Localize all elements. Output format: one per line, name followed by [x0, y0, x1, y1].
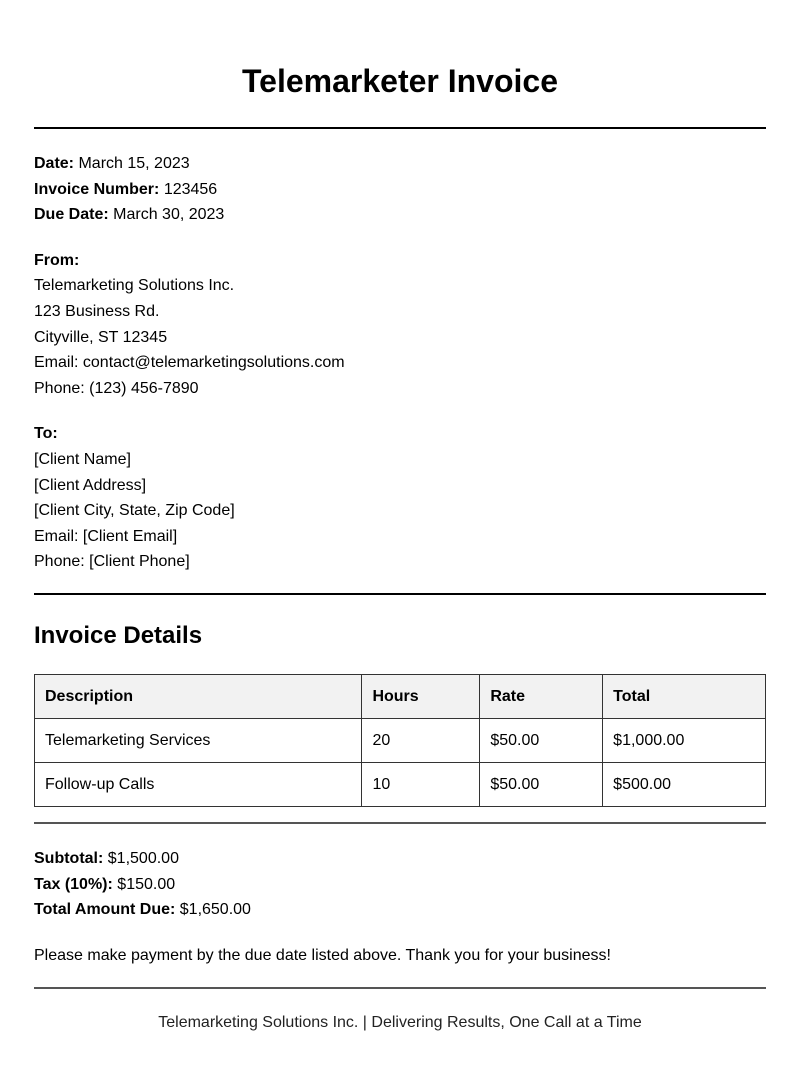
invoice-number-value: 123456 [163, 181, 218, 198]
divider [34, 593, 766, 595]
invoice-number-line [34, 180, 217, 200]
footer-text: Telemarketing Solutions Inc. | Delivering Results, One Call at a Time [158, 1014, 642, 1031]
to-email: Email: [Client Email] [34, 528, 178, 545]
to-city: [Client City, State, Zip Code] [34, 502, 235, 519]
column-header-rate: Rate [480, 675, 603, 719]
invoice-title: Telemarketer Invoice [241, 63, 558, 99]
date-value: March 15, 2023 [78, 155, 190, 172]
column-header-total: Total [603, 675, 766, 719]
table-row [35, 719, 766, 763]
invoice-items-table [34, 674, 766, 807]
invoice-details-heading: Invoice Details [34, 622, 203, 649]
from-phone: Phone: (123) 456-7890 [34, 380, 199, 397]
date-label: Date: [34, 155, 75, 172]
cell-total: $1,000.00 [603, 719, 766, 763]
total-due-line [34, 900, 251, 920]
divider [34, 987, 766, 989]
subtotal-line [34, 849, 179, 869]
cell-rate: $50.00 [480, 763, 603, 807]
from-label: From: [34, 252, 80, 269]
from-company: Telemarketing Solutions Inc. [34, 277, 235, 294]
cell-description: Telemarketing Services [35, 719, 362, 763]
tax-value: $150.00 [117, 876, 176, 893]
divider [34, 127, 766, 129]
column-header-description: Description [35, 675, 362, 719]
to-phone: Phone: [Client Phone] [34, 553, 190, 570]
due-date-value: March 30, 2023 [113, 206, 225, 223]
column-header-hours: Hours [362, 675, 480, 719]
from-city: Cityville, ST 12345 [34, 329, 168, 346]
total-due-value: $1,650.00 [179, 901, 251, 918]
due-date-line [34, 205, 224, 225]
table-row [35, 763, 766, 807]
divider [34, 822, 766, 824]
cell-hours: 20 [362, 719, 480, 763]
from-address: 123 Business Rd. [34, 303, 160, 320]
payment-note: Please make payment by the due date listed above. Thank you for your business! [34, 947, 611, 964]
date-line [34, 154, 190, 174]
tax-line [34, 875, 175, 895]
cell-hours: 10 [362, 763, 480, 807]
cell-total: $500.00 [603, 763, 766, 807]
invoice-number-label: Invoice Number: [34, 181, 160, 198]
to-label: To: [34, 425, 58, 442]
from-email: Email: contact@telemarketingsolutions.com [34, 354, 345, 371]
tax-label: Tax (10%): [34, 876, 113, 893]
table-header-row [35, 675, 766, 719]
total-due-label: Total Amount Due: [34, 901, 176, 918]
due-date-label: Due Date: [34, 206, 109, 223]
cell-rate: $50.00 [480, 719, 603, 763]
to-address: [Client Address] [34, 477, 147, 494]
subtotal-label: Subtotal: [34, 850, 104, 867]
subtotal-value: $1,500.00 [107, 850, 179, 867]
cell-description: Follow-up Calls [35, 763, 362, 807]
to-name: [Client Name] [34, 451, 131, 468]
